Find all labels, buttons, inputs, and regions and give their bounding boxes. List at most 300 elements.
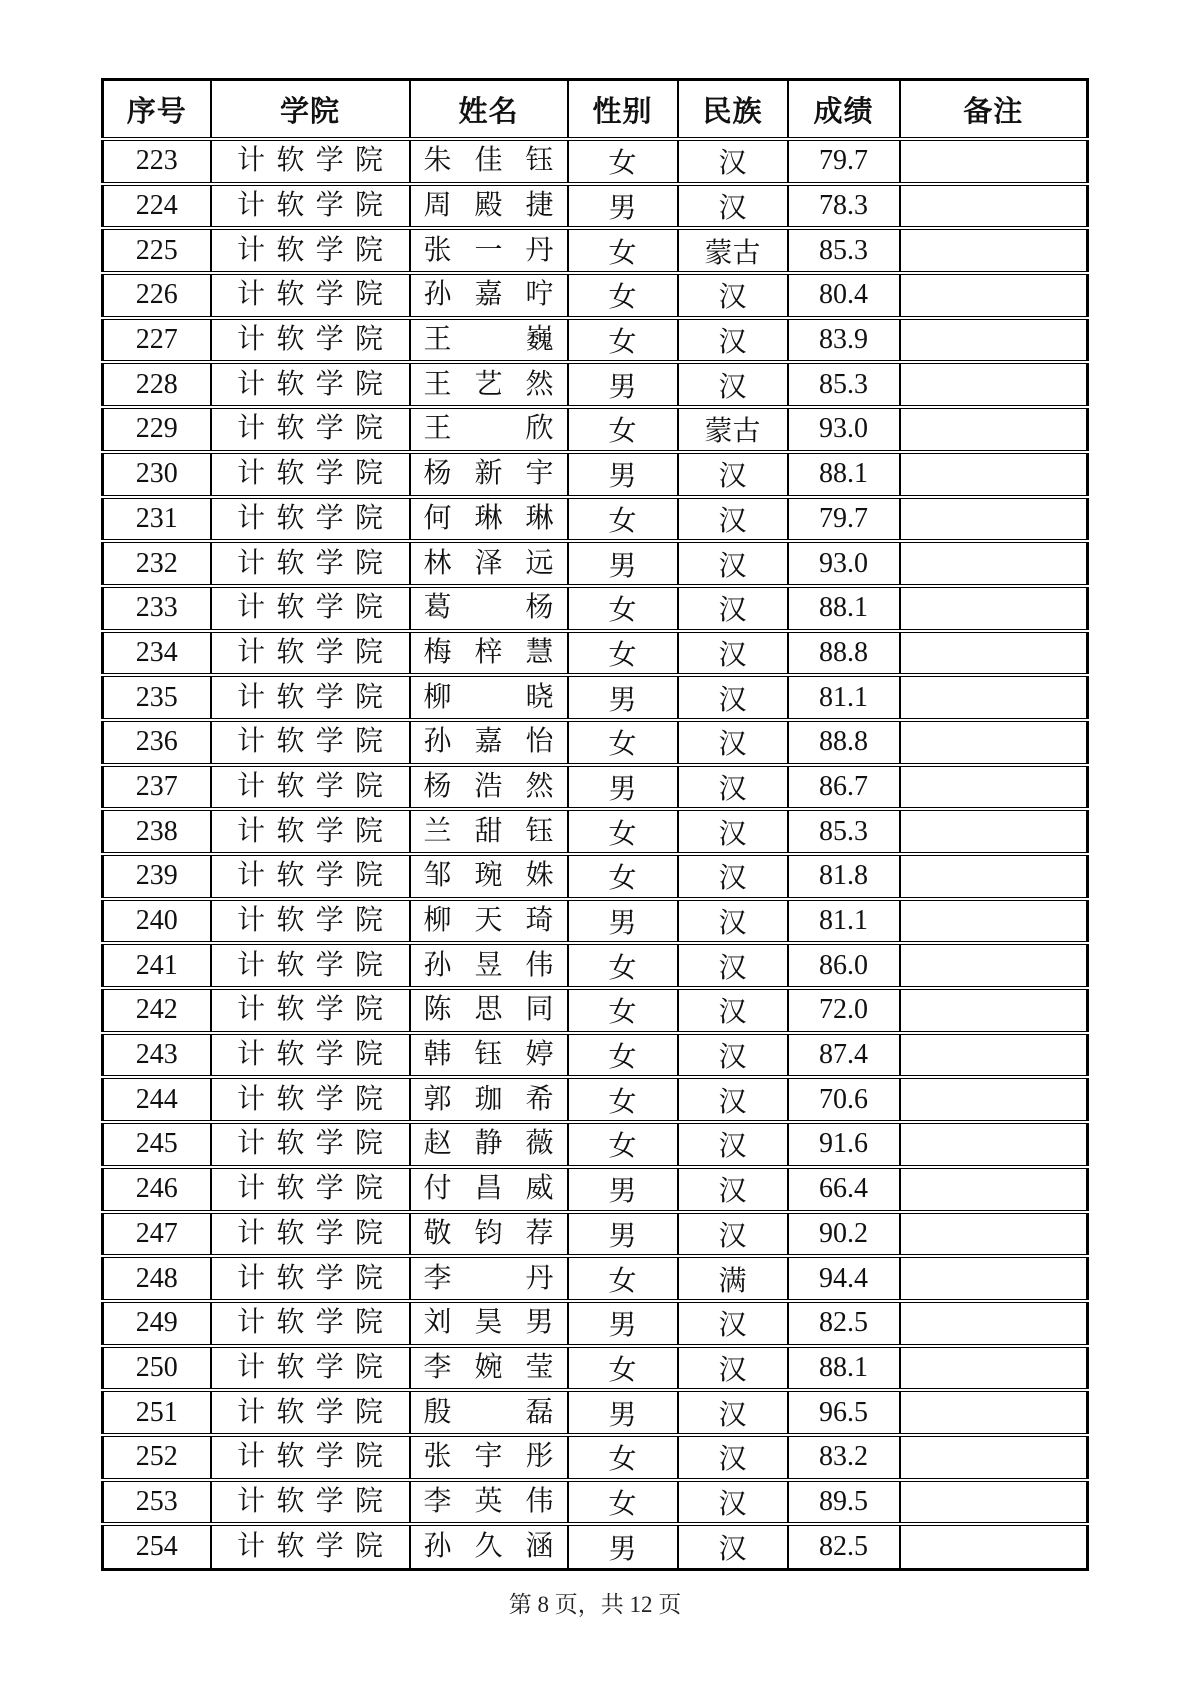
cell-college <box>211 318 410 363</box>
college-text: 计软学院 <box>237 190 383 222</box>
name-text: 张一丹 <box>423 234 554 266</box>
cell-note <box>900 675 1088 720</box>
cell-name <box>410 1480 568 1525</box>
cell-college <box>211 1480 410 1525</box>
cell-name <box>410 899 568 944</box>
cell-college <box>211 541 410 586</box>
table-row <box>103 273 1088 318</box>
college-text: 计软学院 <box>237 592 383 624</box>
table-row <box>103 631 1088 676</box>
cell-name <box>410 1256 568 1301</box>
cell-ethnicity: 汉 <box>678 899 788 944</box>
name-text: 孙嘉怡 <box>423 726 554 758</box>
college-text: 计软学院 <box>237 1173 383 1205</box>
cell-note <box>900 1256 1088 1301</box>
cell-name <box>410 1346 568 1391</box>
cell-gender: 男 <box>568 675 678 720</box>
cell-note <box>900 988 1088 1033</box>
cell-score: 89.5 <box>788 1480 900 1525</box>
cell-no: 229 <box>103 407 211 452</box>
college-text: 计软学院 <box>237 324 383 356</box>
cell-name <box>410 1077 568 1122</box>
cell-no: 226 <box>103 273 211 318</box>
column-header-note: 备注 <box>900 80 1088 140</box>
page-number-text: 第 8 页，共 12 页 <box>508 1592 682 1617</box>
cell-ethnicity: 汉 <box>678 720 788 765</box>
cell-college <box>211 1390 410 1435</box>
cell-score: 94.4 <box>788 1256 900 1301</box>
cell-no: 240 <box>103 899 211 944</box>
cell-score: 90.2 <box>788 1212 900 1257</box>
cell-name <box>410 541 568 586</box>
college-text: 计软学院 <box>237 770 383 802</box>
cell-ethnicity: 汉 <box>678 318 788 363</box>
college-text: 计软学院 <box>237 145 383 177</box>
cell-score: 88.1 <box>788 452 900 497</box>
cell-ethnicity: 汉 <box>678 1122 788 1167</box>
cell-gender: 女 <box>568 1033 678 1078</box>
cell-college <box>211 497 410 542</box>
table-row <box>103 184 1088 229</box>
cell-gender: 男 <box>568 1167 678 1212</box>
cell-ethnicity: 汉 <box>678 497 788 542</box>
cell-no: 237 <box>103 765 211 810</box>
cell-ethnicity: 汉 <box>678 765 788 810</box>
cell-score: 88.1 <box>788 586 900 631</box>
cell-college <box>211 139 410 184</box>
cell-score: 72.0 <box>788 988 900 1033</box>
table-row <box>103 765 1088 810</box>
cell-name <box>410 943 568 988</box>
cell-note <box>900 1524 1088 1569</box>
cell-college <box>211 631 410 676</box>
cell-score: 82.5 <box>788 1524 900 1569</box>
cell-score: 78.3 <box>788 184 900 229</box>
cell-note <box>900 273 1088 318</box>
cell-college <box>211 586 410 631</box>
college-text: 计软学院 <box>237 1485 383 1517</box>
cell-name <box>410 809 568 854</box>
cell-college <box>211 1346 410 1391</box>
cell-college <box>211 407 410 452</box>
table-row <box>103 1167 1088 1212</box>
table-row <box>103 452 1088 497</box>
table-row <box>103 139 1088 184</box>
cell-score: 88.8 <box>788 631 900 676</box>
name-text: 王巍 <box>423 324 554 356</box>
column-header-no: 序号 <box>103 80 211 140</box>
name-text: 何琳琳 <box>423 502 554 534</box>
name-text: 李婉莹 <box>423 1351 554 1383</box>
cell-score: 66.4 <box>788 1167 900 1212</box>
cell-score: 88.8 <box>788 720 900 765</box>
cell-name <box>410 497 568 542</box>
table-row <box>103 988 1088 1033</box>
cell-score: 85.3 <box>788 809 900 854</box>
cell-no: 227 <box>103 318 211 363</box>
cell-ethnicity: 汉 <box>678 586 788 631</box>
cell-note <box>900 541 1088 586</box>
cell-ethnicity: 汉 <box>678 1301 788 1346</box>
name-text: 殷磊 <box>423 1396 554 1428</box>
cell-gender: 女 <box>568 1435 678 1480</box>
cell-note <box>900 1033 1088 1078</box>
cell-score: 88.1 <box>788 1346 900 1391</box>
cell-score: 96.5 <box>788 1390 900 1435</box>
table-row <box>103 541 1088 586</box>
cell-note <box>900 407 1088 452</box>
name-text: 邹琬姝 <box>423 860 554 892</box>
cell-name <box>410 452 568 497</box>
cell-score: 81.8 <box>788 854 900 899</box>
cell-college <box>211 943 410 988</box>
name-text: 孙嘉咛 <box>423 279 554 311</box>
cell-college <box>211 184 410 229</box>
cell-college <box>211 720 410 765</box>
cell-note <box>900 809 1088 854</box>
table-row <box>103 318 1088 363</box>
cell-note <box>900 1212 1088 1257</box>
cell-college <box>211 765 410 810</box>
cell-note <box>900 1435 1088 1480</box>
cell-note <box>900 765 1088 810</box>
cell-note <box>900 497 1088 542</box>
name-text: 兰甜钰 <box>423 815 554 847</box>
college-text: 计软学院 <box>237 994 383 1026</box>
cell-college <box>211 273 410 318</box>
cell-no: 253 <box>103 1480 211 1525</box>
cell-ethnicity: 汉 <box>678 1524 788 1569</box>
cell-note <box>900 139 1088 184</box>
cell-gender: 男 <box>568 184 678 229</box>
cell-note <box>900 362 1088 407</box>
name-text: 周殿捷 <box>423 190 554 222</box>
cell-score: 93.0 <box>788 407 900 452</box>
cell-note <box>900 1167 1088 1212</box>
cell-college <box>211 809 410 854</box>
table-row <box>103 497 1088 542</box>
table-row <box>103 1212 1088 1257</box>
cell-no: 254 <box>103 1524 211 1569</box>
column-header-gender: 性别 <box>568 80 678 140</box>
cell-score: 85.3 <box>788 228 900 273</box>
cell-no: 243 <box>103 1033 211 1078</box>
college-text: 计软学院 <box>237 413 383 445</box>
table-row <box>103 899 1088 944</box>
college-text: 计软学院 <box>237 1396 383 1428</box>
cell-note <box>900 899 1088 944</box>
table-row <box>103 1480 1088 1525</box>
name-text: 杨浩然 <box>423 770 554 802</box>
cell-no: 249 <box>103 1301 211 1346</box>
college-text: 计软学院 <box>237 681 383 713</box>
cell-gender: 男 <box>568 541 678 586</box>
cell-name <box>410 1524 568 1569</box>
cell-name <box>410 1167 568 1212</box>
table-row <box>103 1524 1088 1569</box>
cell-college <box>211 899 410 944</box>
cell-no: 236 <box>103 720 211 765</box>
name-text: 朱佳钰 <box>423 145 554 177</box>
cell-note <box>900 854 1088 899</box>
cell-no: 244 <box>103 1077 211 1122</box>
name-text: 张宇彤 <box>423 1441 554 1473</box>
cell-name <box>410 854 568 899</box>
cell-no: 231 <box>103 497 211 542</box>
cell-gender: 女 <box>568 497 678 542</box>
cell-name <box>410 675 568 720</box>
column-header-ethnicity: 民族 <box>678 80 788 140</box>
cell-ethnicity: 汉 <box>678 1390 788 1435</box>
cell-college <box>211 1435 410 1480</box>
college-text: 计软学院 <box>237 1307 383 1339</box>
cell-no: 223 <box>103 139 211 184</box>
name-text: 林泽远 <box>423 547 554 579</box>
cell-name <box>410 1212 568 1257</box>
cell-gender: 男 <box>568 452 678 497</box>
cell-ethnicity: 蒙古 <box>678 407 788 452</box>
cell-no: 225 <box>103 228 211 273</box>
cell-note <box>900 1301 1088 1346</box>
cell-gender: 女 <box>568 1480 678 1525</box>
cell-ethnicity: 汉 <box>678 1435 788 1480</box>
cell-gender: 男 <box>568 1524 678 1569</box>
college-text: 计软学院 <box>237 368 383 400</box>
page-number-footer <box>0 1586 1190 1619</box>
cell-gender: 男 <box>568 1212 678 1257</box>
name-text: 孙久涵 <box>423 1530 554 1562</box>
cell-ethnicity: 汉 <box>678 273 788 318</box>
name-text: 李英伟 <box>423 1485 554 1517</box>
cell-gender: 男 <box>568 765 678 810</box>
cell-note <box>900 184 1088 229</box>
table-row <box>103 228 1088 273</box>
cell-college <box>211 988 410 1033</box>
name-text: 孙昱伟 <box>423 949 554 981</box>
cell-no: 232 <box>103 541 211 586</box>
cell-score: 80.4 <box>788 273 900 318</box>
cell-college <box>211 1122 410 1167</box>
student-score-table <box>101 78 1089 1571</box>
cell-ethnicity: 汉 <box>678 1167 788 1212</box>
table-row <box>103 854 1088 899</box>
name-text: 王艺然 <box>423 368 554 400</box>
cell-name <box>410 228 568 273</box>
cell-no: 230 <box>103 452 211 497</box>
cell-score: 79.7 <box>788 497 900 542</box>
cell-ethnicity: 汉 <box>678 184 788 229</box>
cell-score: 91.6 <box>788 1122 900 1167</box>
table-row <box>103 1390 1088 1435</box>
cell-score: 70.6 <box>788 1077 900 1122</box>
cell-note <box>900 1390 1088 1435</box>
college-text: 计软学院 <box>237 726 383 758</box>
cell-college <box>211 1212 410 1257</box>
cell-college <box>211 228 410 273</box>
cell-ethnicity: 汉 <box>678 1033 788 1078</box>
cell-college <box>211 675 410 720</box>
cell-score: 86.0 <box>788 943 900 988</box>
cell-ethnicity: 汉 <box>678 988 788 1033</box>
cell-no: 252 <box>103 1435 211 1480</box>
cell-ethnicity: 汉 <box>678 1480 788 1525</box>
cell-note <box>900 631 1088 676</box>
name-text: 付昌威 <box>423 1173 554 1205</box>
cell-score: 86.7 <box>788 765 900 810</box>
cell-no: 245 <box>103 1122 211 1167</box>
cell-college <box>211 854 410 899</box>
cell-gender: 男 <box>568 1301 678 1346</box>
cell-score: 82.5 <box>788 1301 900 1346</box>
cell-no: 248 <box>103 1256 211 1301</box>
table-row <box>103 586 1088 631</box>
cell-ethnicity: 汉 <box>678 631 788 676</box>
college-text: 计软学院 <box>237 234 383 266</box>
cell-gender: 女 <box>568 586 678 631</box>
cell-gender: 女 <box>568 318 678 363</box>
cell-ethnicity: 满 <box>678 1256 788 1301</box>
college-text: 计软学院 <box>237 1083 383 1115</box>
cell-no: 234 <box>103 631 211 676</box>
college-text: 计软学院 <box>237 1530 383 1562</box>
cell-score: 81.1 <box>788 899 900 944</box>
cell-name <box>410 988 568 1033</box>
column-header-score: 成绩 <box>788 80 900 140</box>
cell-college <box>211 362 410 407</box>
column-header-name: 姓名 <box>410 80 568 140</box>
cell-gender: 女 <box>568 631 678 676</box>
college-text: 计软学院 <box>237 458 383 490</box>
cell-college <box>211 1524 410 1569</box>
cell-ethnicity: 汉 <box>678 1212 788 1257</box>
cell-no: 251 <box>103 1390 211 1435</box>
table-row <box>103 675 1088 720</box>
cell-ethnicity: 汉 <box>678 943 788 988</box>
cell-gender: 女 <box>568 720 678 765</box>
table-row <box>103 1122 1088 1167</box>
cell-name <box>410 362 568 407</box>
cell-note <box>900 1077 1088 1122</box>
cell-name <box>410 273 568 318</box>
cell-no: 239 <box>103 854 211 899</box>
college-text: 计软学院 <box>237 1039 383 1071</box>
cell-score: 93.0 <box>788 541 900 586</box>
column-header-college: 学院 <box>211 80 410 140</box>
cell-name <box>410 1435 568 1480</box>
cell-ethnicity: 汉 <box>678 809 788 854</box>
cell-ethnicity: 汉 <box>678 675 788 720</box>
cell-note <box>900 586 1088 631</box>
cell-no: 242 <box>103 988 211 1033</box>
cell-ethnicity: 汉 <box>678 139 788 184</box>
cell-gender: 女 <box>568 854 678 899</box>
cell-score: 81.1 <box>788 675 900 720</box>
name-text: 梅梓慧 <box>423 636 554 668</box>
header-row <box>103 80 1088 140</box>
name-text: 郭珈希 <box>423 1083 554 1115</box>
cell-gender: 女 <box>568 1256 678 1301</box>
name-text: 敬钧荐 <box>423 1217 554 1249</box>
cell-college <box>211 1301 410 1346</box>
cell-note <box>900 1346 1088 1391</box>
name-text: 柳晓 <box>423 681 554 713</box>
college-text: 计软学院 <box>237 547 383 579</box>
cell-name <box>410 184 568 229</box>
name-text: 柳天琦 <box>423 905 554 937</box>
cell-name <box>410 631 568 676</box>
cell-gender: 女 <box>568 228 678 273</box>
cell-name <box>410 318 568 363</box>
cell-ethnicity: 汉 <box>678 1077 788 1122</box>
college-text: 计软学院 <box>237 949 383 981</box>
cell-name <box>410 1390 568 1435</box>
college-text: 计软学院 <box>237 1351 383 1383</box>
cell-ethnicity: 蒙古 <box>678 228 788 273</box>
cell-score: 83.9 <box>788 318 900 363</box>
college-text: 计软学院 <box>237 279 383 311</box>
cell-college <box>211 1256 410 1301</box>
cell-gender: 男 <box>568 362 678 407</box>
college-text: 计软学院 <box>237 1128 383 1160</box>
college-text: 计软学院 <box>237 1262 383 1294</box>
name-text: 杨新宇 <box>423 458 554 490</box>
name-text: 刘昊男 <box>423 1307 554 1339</box>
college-text: 计软学院 <box>237 1441 383 1473</box>
cell-note <box>900 318 1088 363</box>
cell-no: 228 <box>103 362 211 407</box>
cell-name <box>410 1033 568 1078</box>
table-row <box>103 1256 1088 1301</box>
table-row <box>103 943 1088 988</box>
cell-no: 247 <box>103 1212 211 1257</box>
cell-note <box>900 1122 1088 1167</box>
name-text: 葛杨 <box>423 592 554 624</box>
name-text: 韩钰婷 <box>423 1039 554 1071</box>
college-text: 计软学院 <box>237 905 383 937</box>
cell-score: 85.3 <box>788 362 900 407</box>
table-row <box>103 1077 1088 1122</box>
name-text: 赵静薇 <box>423 1128 554 1160</box>
cell-no: 233 <box>103 586 211 631</box>
cell-note <box>900 943 1088 988</box>
cell-no: 235 <box>103 675 211 720</box>
cell-gender: 男 <box>568 899 678 944</box>
table-row <box>103 809 1088 854</box>
cell-gender: 女 <box>568 1122 678 1167</box>
cell-gender: 女 <box>568 943 678 988</box>
cell-note <box>900 1480 1088 1525</box>
cell-gender: 女 <box>568 407 678 452</box>
cell-score: 87.4 <box>788 1033 900 1078</box>
cell-note <box>900 452 1088 497</box>
table-row <box>103 1346 1088 1391</box>
cell-college <box>211 1033 410 1078</box>
cell-no: 241 <box>103 943 211 988</box>
college-text: 计软学院 <box>237 1217 383 1249</box>
college-text: 计软学院 <box>237 860 383 892</box>
cell-gender: 女 <box>568 139 678 184</box>
cell-no: 250 <box>103 1346 211 1391</box>
cell-note <box>900 720 1088 765</box>
cell-gender: 女 <box>568 988 678 1033</box>
table-row <box>103 720 1088 765</box>
cell-gender: 女 <box>568 1346 678 1391</box>
cell-ethnicity: 汉 <box>678 452 788 497</box>
cell-score: 83.2 <box>788 1435 900 1480</box>
college-text: 计软学院 <box>237 502 383 534</box>
college-text: 计软学院 <box>237 815 383 847</box>
name-text: 陈思同 <box>423 994 554 1026</box>
